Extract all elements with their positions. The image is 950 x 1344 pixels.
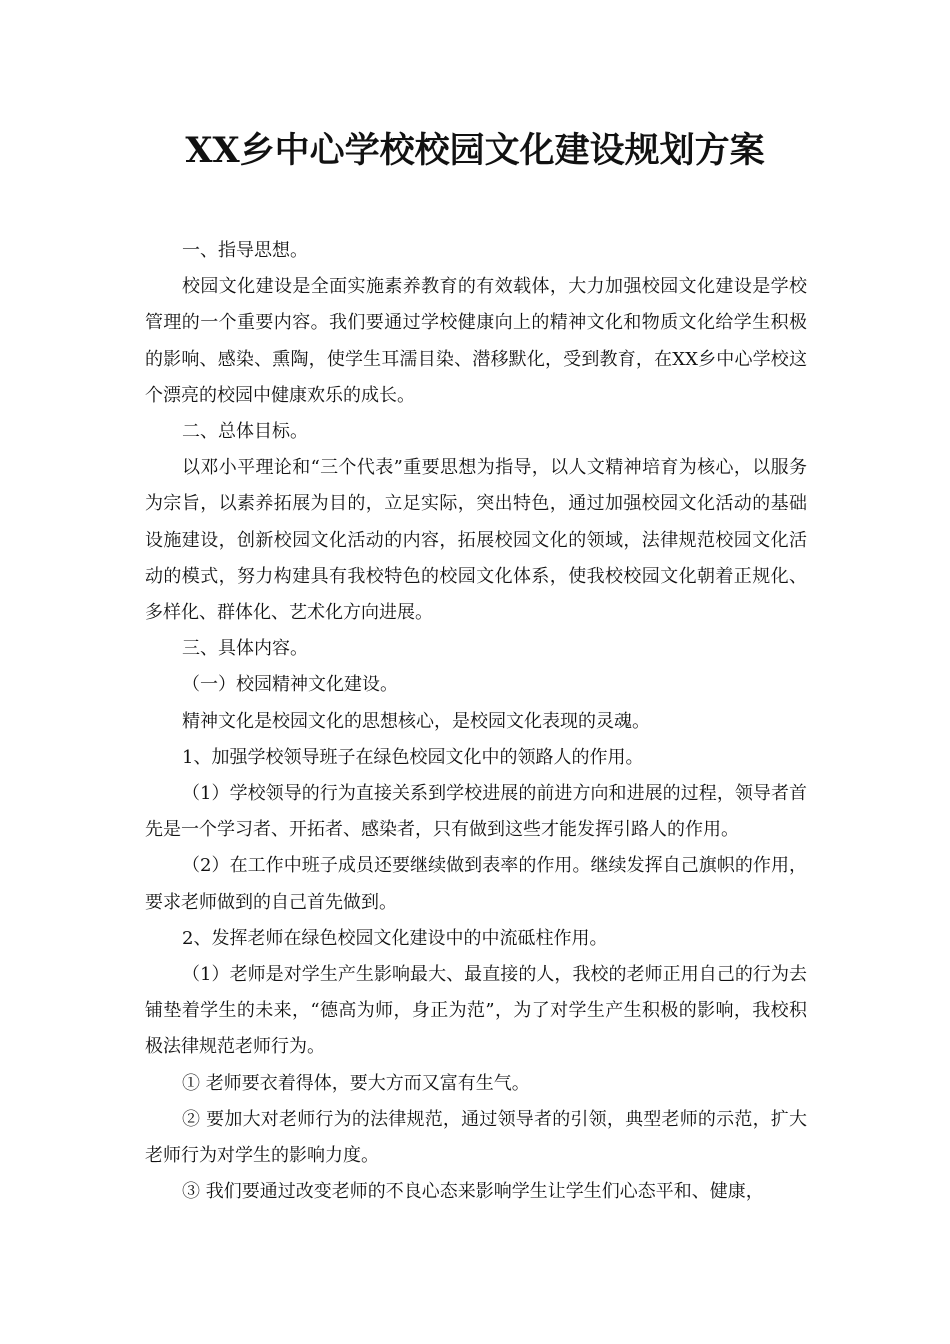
subheading-spiritual-culture: （一）校园精神文化建设。 [182, 674, 398, 696]
list-item: 2、发挥老师在绿色校园文化建设中的中流砥柱作用。 [182, 927, 608, 949]
list-item: ① 老师要衣着得体，要大方而又富有生气。 [182, 1072, 530, 1094]
list-item: ③ 我们要通过改变老师的不良心态来影响学生让学生们心态平和、健康， [182, 1181, 764, 1203]
list-item: （1）老师是对学生产生影响最大、最直接的人，我校的老师正用自己的行为去铺垫着学生的未来，“德高为师，身正为范”，为了对学生产生积极的影响，我校积极法律规范老师行为。 [145, 964, 807, 1058]
list-item: ② 要加大对老师行为的法律规范，通过领导者的引领，典型老师的示范，扩大老师行为对学生的影响力度。 [145, 1108, 807, 1167]
document-body [145, 233, 807, 1210]
list-item: （1）学校领导的行为直接关系到学校进展的前进方向和进展的过程，领导者首先是一个学习者、开拓者、感染者，只有做到这些才能发挥引路人的作用。 [145, 783, 807, 841]
paragraph: 精神文化是校园文化的思想核心，是校园文化表现的灵魂。 [182, 710, 650, 732]
document-title: XX乡中心学校校园文化建设规划方案 [185, 130, 765, 171]
heading-overall-goal: 二、总体目标。 [182, 421, 308, 443]
heading-specific-content: 三、具体内容。 [182, 638, 308, 660]
list-item: 1、加强学校领导班子在绿色校园文化中的领路人的作用。 [182, 746, 644, 768]
paragraph: 以邓小平理论和“三个代表”重要思想为指导，以人文精神培育为核心，以服务为宗旨，以素养拓展为目的，立足实际，突出特色，通过加强校园文化活动的基础设施建设，创新校园文化活动的内容，拓展校园文化的领域，法律规范校园文化活动的模式，努力构建具有我校特色的校园文化体系，使我校校园文化朝着正规化、多样化、群体化、艺术化方向进展。 [145, 457, 807, 624]
heading-guiding-ideology: 一、指导思想。 [182, 240, 308, 261]
list-item: （2）在工作中班子成员还要继续做到表率的作用。继续发挥自己旗帜的作用，要求老师做到的自己首先做到。 [145, 855, 807, 913]
paragraph: 校园文化建设是全面实施素养教育的有效载体，大力加强校园文化建设是学校管理的一个重要内容。我们要通过学校健康向上的精神文化和物质文化给学生积极的影响、感染、熏陶，使学生耳濡目染、潜移默化，受到教育，在XX乡中心学校这个漂亮的校园中健康欢乐的成长。 [145, 276, 807, 406]
